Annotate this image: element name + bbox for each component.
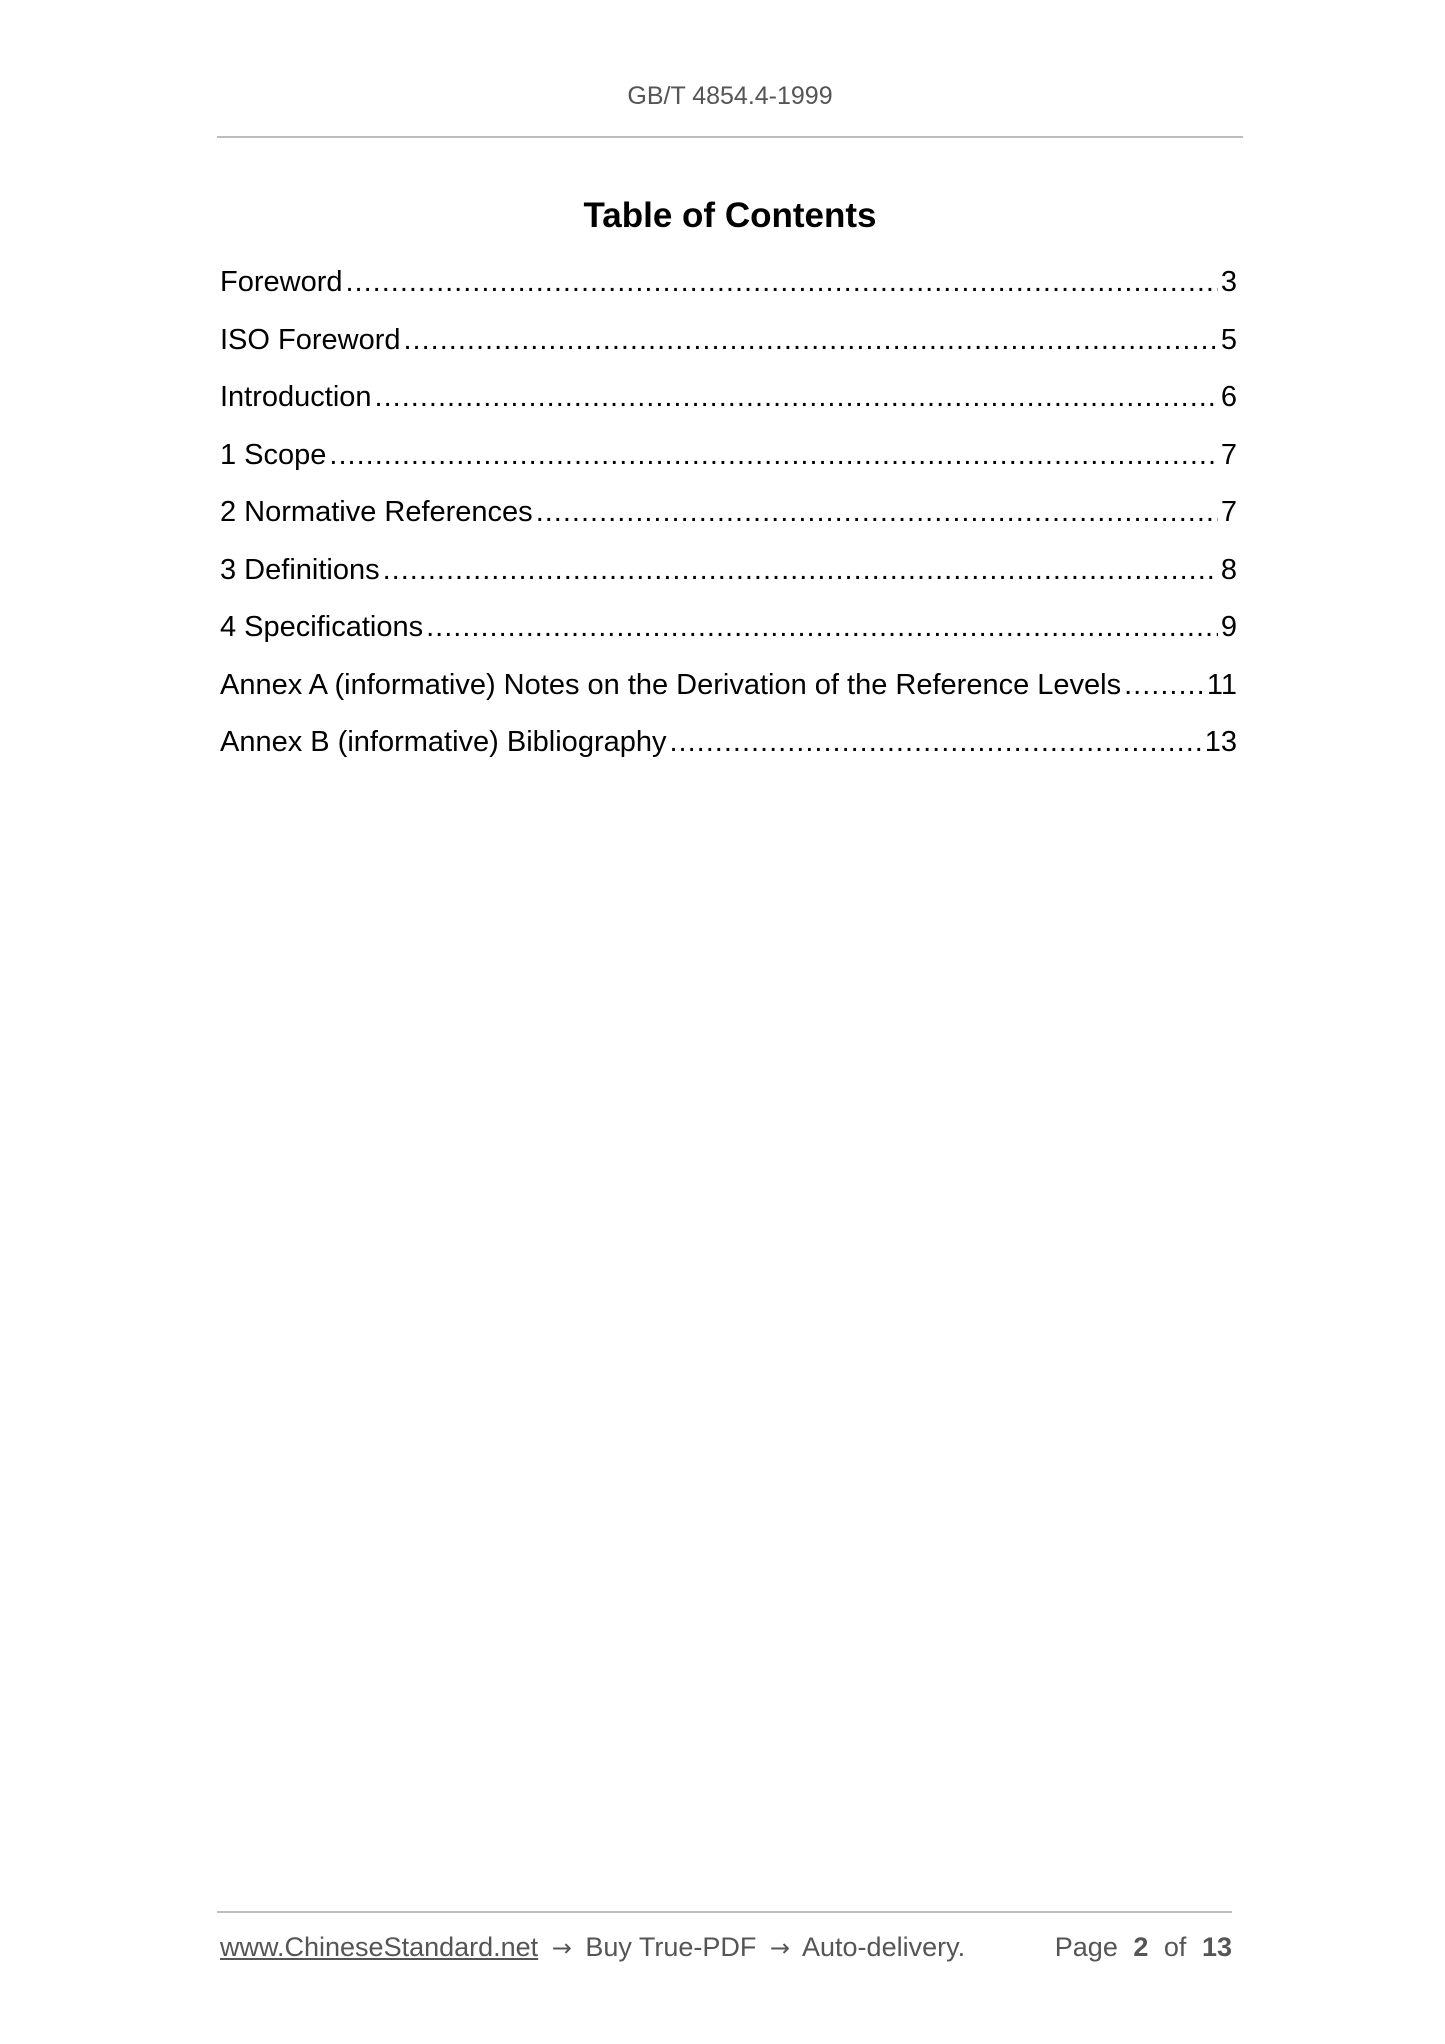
toc-entry-page: 13	[1204, 726, 1237, 758]
toc-dot-leader	[426, 611, 1218, 644]
toc-entry-page: 5	[1220, 323, 1237, 356]
toc-entry-title: ISO Foreword	[220, 323, 401, 356]
toc-entry-page: 6	[1220, 381, 1237, 413]
toc-entry-page: 7	[1220, 496, 1237, 528]
toc-entry-title: Annex A (informative) Notes on the Derivation of the Reference Levels	[220, 668, 1122, 701]
toc-dot-leader	[329, 439, 1217, 472]
toc-entry-title: 2 Normative References	[220, 496, 533, 528]
toc-dot-leader	[669, 726, 1201, 759]
toc-dot-leader	[536, 496, 1218, 529]
site-link[interactable]: www.ChineseStandard.net	[220, 1932, 539, 1962]
toc-dot-leader	[1124, 669, 1204, 702]
toc-entry-page: 9	[1220, 611, 1237, 643]
delivery-text: Auto-delivery.	[802, 1932, 966, 1962]
toc-title: Table of Contents	[583, 196, 877, 235]
toc-entry-title: 3 Definitions	[220, 553, 380, 586]
header-divider	[217, 136, 1243, 138]
toc-dot-leader	[375, 381, 1218, 414]
toc-dot-leader	[346, 266, 1218, 299]
toc-entry-introduction[interactable]	[220, 381, 1237, 439]
total-pages-number: 13	[1201, 1932, 1232, 1962]
footer-divider	[217, 1911, 1232, 1913]
arrow-right-icon: →	[551, 1934, 572, 1962]
toc-entry-iso-foreword[interactable]	[220, 324, 1237, 382]
of-label: of	[1163, 1932, 1187, 1962]
toc-entry-page: 3	[1220, 266, 1237, 298]
toc-entry-title: 4 Specifications	[220, 611, 424, 643]
page-label: Page	[1054, 1932, 1118, 1962]
toc-dot-leader	[404, 324, 1218, 357]
toc-entry-title: Introduction	[220, 381, 372, 413]
toc-entry-title: Foreword	[220, 266, 343, 298]
arrow-right-icon: →	[769, 1934, 790, 1962]
toc-entry-normative-references[interactable]	[220, 496, 1237, 554]
toc-entry-page: 11	[1206, 668, 1237, 701]
toc-dot-leader	[383, 554, 1218, 587]
toc-entry-scope[interactable]	[220, 439, 1237, 497]
toc-entry-annex-a[interactable]	[220, 669, 1237, 727]
page-header: GB/T 4854.4-1999	[627, 82, 833, 110]
toc-entry-title: Annex B (informative) Bibliography	[220, 726, 667, 758]
toc-entry-page: 8	[1220, 553, 1237, 586]
toc-entry-definitions[interactable]	[220, 554, 1237, 612]
toc-entry-title: 1 Scope	[220, 438, 327, 471]
toc-entry-page: 7	[1220, 438, 1237, 471]
buy-text: Buy True-PDF	[585, 1932, 757, 1962]
page-footer	[220, 1932, 1232, 1963]
current-page-number: 2	[1133, 1932, 1149, 1962]
toc-list	[220, 266, 1237, 784]
toc-entry-foreword[interactable]	[220, 266, 1237, 324]
page-indicator	[1055, 1932, 1232, 1963]
toc-entry-specifications[interactable]	[220, 611, 1237, 669]
toc-entry-annex-b[interactable]	[220, 726, 1237, 784]
